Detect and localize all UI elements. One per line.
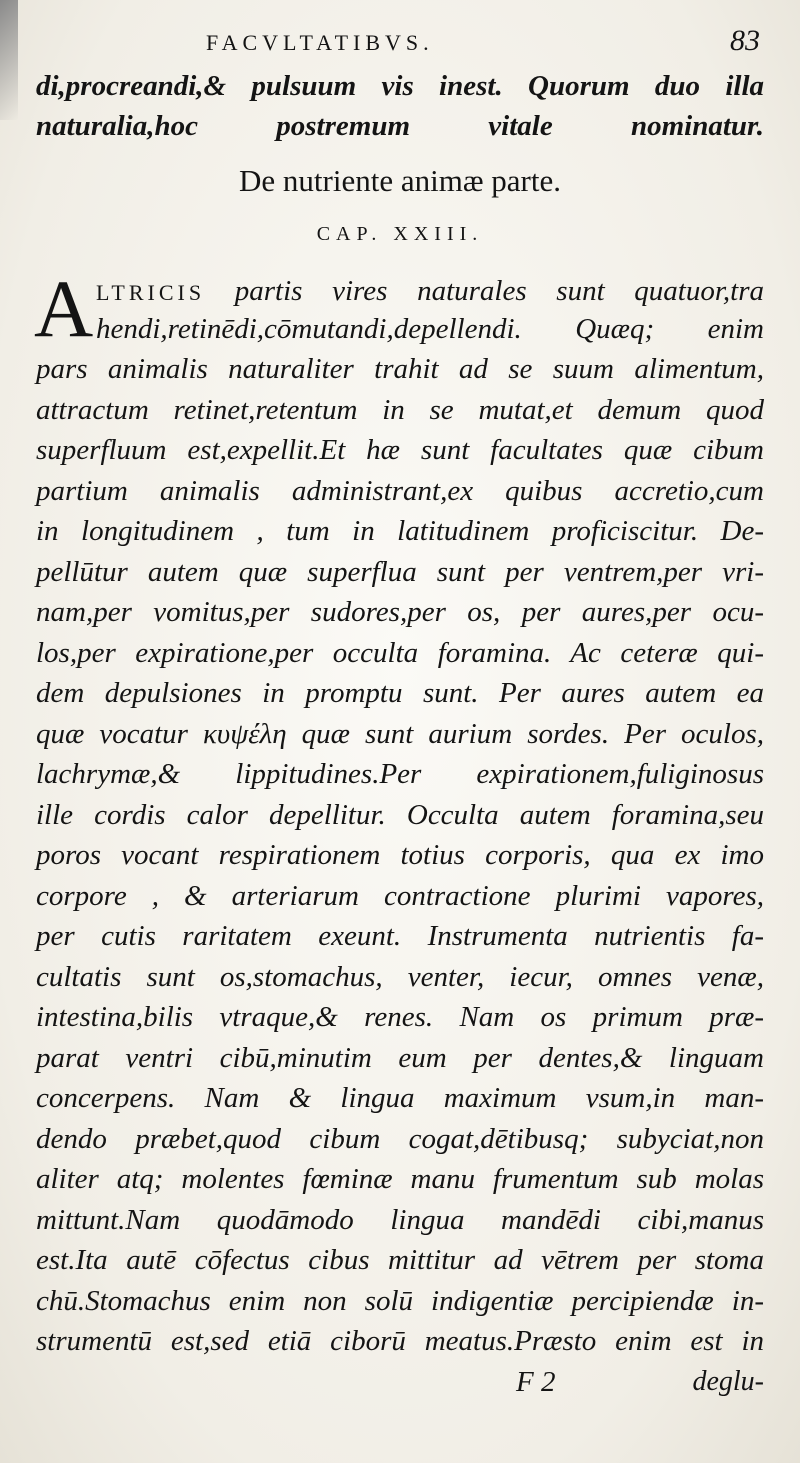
section-title: De nutriente animæ parte. [239, 163, 561, 198]
paragraph-line: cultatis sunt os,stomachus, venter, iecur, omnes venæ, [36, 960, 764, 993]
paragraph-line: concerpens. Nam & lingua maximum vsum,in man- [36, 1082, 764, 1114]
paragraph-line: nam,per vomitus,per sudores,per os, per aures,per ocu- [36, 596, 764, 628]
paragraph-line: est.Ita autē cōfectus cibus mittitur ad vētrem per stoma [36, 1244, 764, 1276]
paragraph-line: partium animalis administrant,ex quibus accretio,cum [36, 474, 764, 507]
drop-cap: A [34, 263, 94, 354]
paragraph-line: lachrymæ,& lippitudines.Per expirationem,fuliginosus [36, 758, 764, 790]
paragraph-line: aliter atq; molentes fœminæ manu frumentum sub molas [36, 1163, 764, 1195]
first-line-rest: partis vires naturales sunt quatuor,tra [234, 275, 765, 307]
paragraph-line-1 [96, 272, 764, 312]
scan-shadow [0, 0, 18, 120]
catchword: deglu- [692, 1366, 764, 1397]
paragraph-line: pellūtur autem quæ superflua sunt per ventrem,per vri- [36, 555, 764, 588]
paragraph-line: strumentū est,sed etiā ciborū meatus.Præsto enim est in [36, 1325, 764, 1357]
paragraph-line: chū.Stomachus enim non solū indigentiæ percipiendæ in- [36, 1284, 764, 1317]
paragraph-line: poros vocant respirationem totius corporis, qua ex imo [36, 839, 764, 871]
paragraph-line: dendo præbet,quod cibum cogat,dētibusq; subyciat,non [36, 1122, 764, 1155]
paragraph-line: parat ventri cibū,minutim eum per dentes,& linguam [36, 1041, 764, 1074]
signature-mark: F 2 [516, 1366, 556, 1398]
paragraph-line: superfluum est,expellit.Et hæ sunt facultates quæ cibum [36, 434, 764, 466]
chapter-label: CAP. XXIII. [316, 223, 484, 245]
paragraph-line: quæ vocatur κυψέλη quæ sunt aurium sordes. Per oculos, [36, 717, 764, 750]
paragraph-line: mittunt.Nam quodāmodo lingua mandēdi cibi,manus [36, 1203, 764, 1236]
paragraph-line: los,per expiratione,per occulta foramina. Ac ceteræ qui- [36, 636, 764, 669]
paragraph-line: ille cordis calor depellitur. Occulta autem foramina,seu [36, 798, 764, 831]
paragraph-line: in longitudinem , tum in latitudinem proficiscitur. De- [36, 515, 764, 547]
paragraph-line: corpore , & arteriarum contractione plurimi vapores, [36, 879, 764, 912]
paragraph-line-2: hendi,retinēdi,cōmutandi,depellendi. Quæq; enim [96, 313, 764, 345]
carryover-line-2: naturalia,hoc postremum vitale nominatur. [36, 110, 764, 142]
first-word: LTRICIS [96, 280, 206, 305]
running-head: FACVLTATIBVS. [206, 30, 434, 55]
carryover-line-1: di,procreandi,& pulsuum vis inest. Quorum duo illa [36, 70, 764, 102]
page-number: 83 [730, 24, 760, 57]
paragraph-line: pars animalis naturaliter trahit ad se suum alimentum, [36, 353, 764, 385]
paragraph-line: attractum retinet,retentum in se mutat,et demum quod [36, 393, 764, 426]
paragraph-line: dem depulsiones in promptu sunt. Per aures autem ea [36, 677, 764, 709]
paragraph-line: intestina,bilis vtraque,& renes. Nam os primum præ- [36, 1001, 764, 1033]
paragraph-line: per cutis raritatem exeunt. Instrumenta nutrientis fa- [36, 920, 764, 952]
